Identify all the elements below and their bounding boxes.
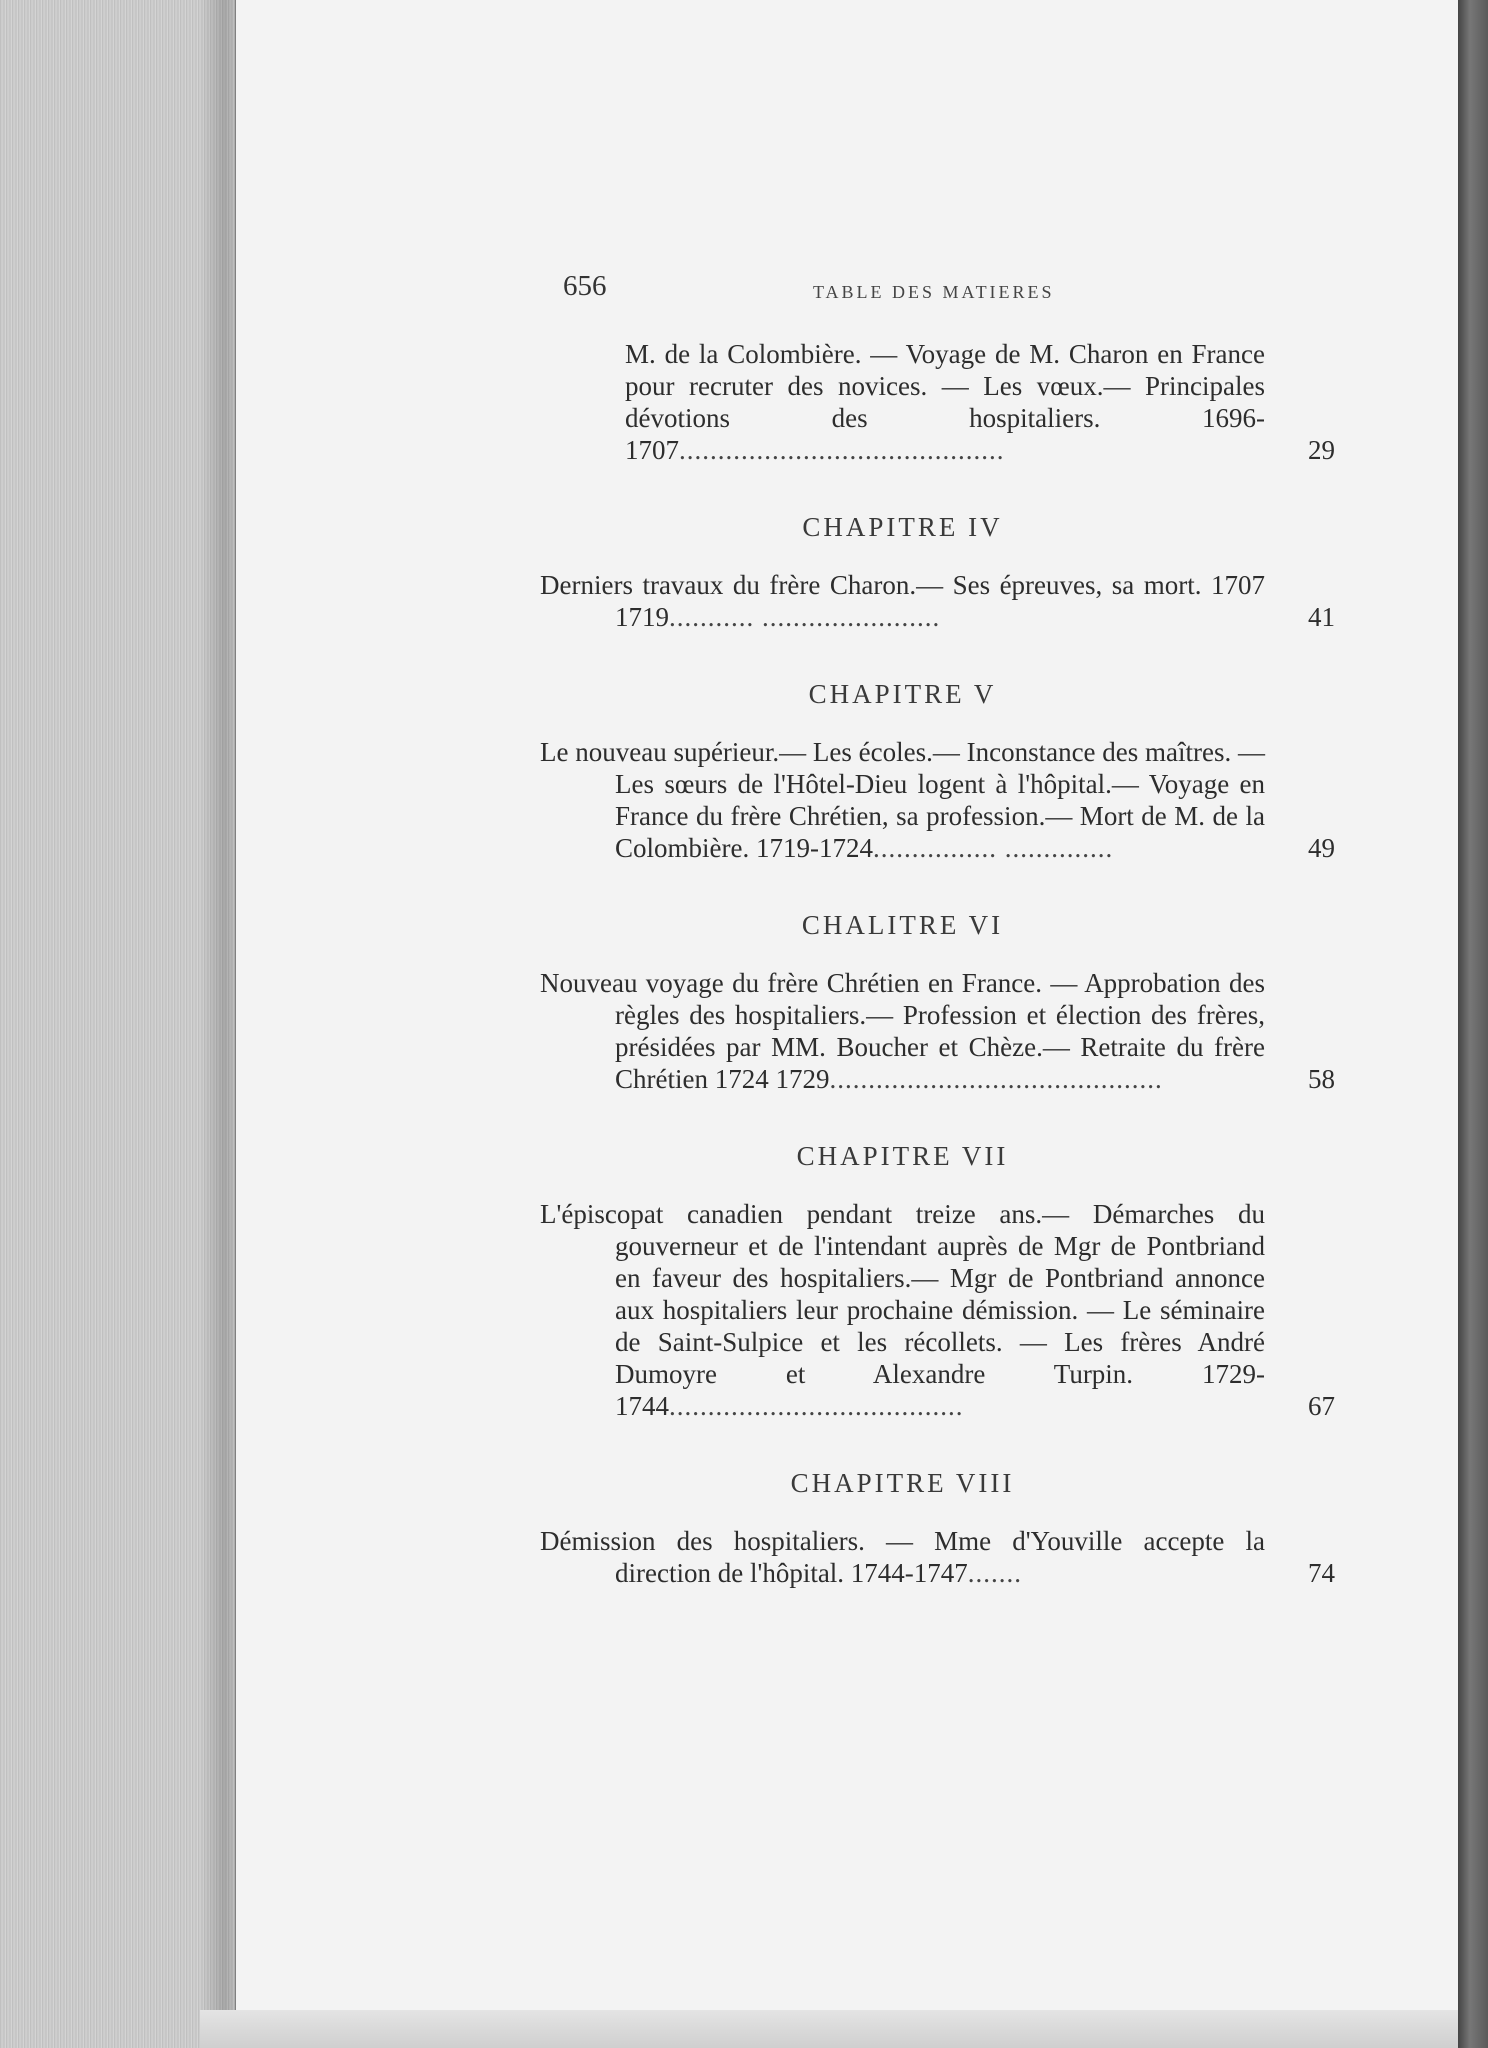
chapter-heading: CHAPITRE VII <box>796 1141 1009 1171</box>
toc-page-ref: 49 <box>1308 833 1335 863</box>
table-of-contents <box>540 338 1335 1589</box>
toc-leader-dots: ...................................... <box>669 1391 964 1421</box>
toc-entry-text: Derniers travaux du frère Charon.— Ses épreuves, sa mort. 1707 1719 <box>540 570 1265 632</box>
toc-page-ref: 29 <box>1308 435 1335 465</box>
toc-leader-dots: ........................................... <box>829 1064 1163 1094</box>
toc-entry-text: L'épiscopat canadien pendant treize ans.— Démarches du gouverneur et de l'intendant auprès de Mgr de Pontbriand en faveur des hospitaliers.— Mgr de Pontbriand annonce aux hospitaliers leur prochaine démission. — Le séminaire de Saint-Sulpice et les récollets. — Les frères André Dumoyre et Alexandre Turpin. 1729-1744 <box>540 1199 1265 1421</box>
toc-entry-text: Nouveau voyage du frère Chrétien en France. — Approbation des règles des hospitaliers.— Profession et élection des frères, présidées par MM. Boucher et Chèze.— Retraite du frère Chrétien 1724 1729 <box>540 968 1265 1094</box>
toc-entry-text-wrapper <box>540 967 1265 1095</box>
toc-entry <box>540 967 1335 1095</box>
page-number: 656 <box>563 270 607 302</box>
toc-page-ref: 41 <box>1308 602 1335 632</box>
toc-leader-dots: ........... ....................... <box>669 602 941 632</box>
chapter-heading: CHALITRE VI <box>801 910 1004 940</box>
chapter-heading: CHAPITRE VIII <box>790 1468 1015 1498</box>
toc-entry-text-wrapper <box>540 1525 1265 1589</box>
toc-entry-text-wrapper <box>540 338 1265 466</box>
running-head: TABLE DES MATIERES <box>813 282 1055 302</box>
scanner-right-edge <box>1458 0 1488 2048</box>
toc-entry <box>540 338 1335 466</box>
toc-page-ref: 67 <box>1308 1391 1335 1421</box>
toc-leader-dots: .......................................... <box>679 435 1005 465</box>
toc-leader-dots: ................ .............. <box>872 833 1114 863</box>
toc-entry-text-wrapper <box>540 1198 1265 1422</box>
toc-page-ref: 58 <box>1308 1064 1335 1094</box>
toc-entry-text: Démission des hospitaliers. — Mme d'Youville accepte la direction de l'hôpital. 1744-1747 <box>540 1526 1265 1588</box>
page-header <box>563 270 1343 310</box>
book-bottom-edge <box>200 2010 1458 2048</box>
toc-entry-text: M. de la Colombière. — Voyage de M. Charon en France pour recruter des novices. — Les vœux.— Principales dévotions des hospitaliers. 1696-1707 <box>625 339 1265 465</box>
toc-entry <box>540 569 1335 633</box>
toc-entry <box>540 1525 1335 1589</box>
chapter-heading: CHAPITRE V <box>808 679 997 709</box>
toc-entry-text-wrapper <box>540 736 1265 864</box>
chapter-heading: CHAPITRE IV <box>802 512 1003 542</box>
toc-entry <box>540 736 1335 864</box>
toc-entry <box>540 1198 1335 1422</box>
toc-page-ref: 74 <box>1308 1558 1335 1588</box>
toc-entry-text: Le nouveau supérieur.— Les écoles.— Inconstance des maîtres. — Les sœurs de l'Hôtel-Dieu logent à l'hôpital.— Voyage en France du frère Chrétien, sa profession.— Mort de M. de la Colombière. 1719-1724 <box>540 737 1266 863</box>
toc-leader-dots: ....... <box>967 1558 1023 1588</box>
toc-entry-text-wrapper <box>540 569 1265 633</box>
page-gutter-shadow <box>200 0 240 2048</box>
